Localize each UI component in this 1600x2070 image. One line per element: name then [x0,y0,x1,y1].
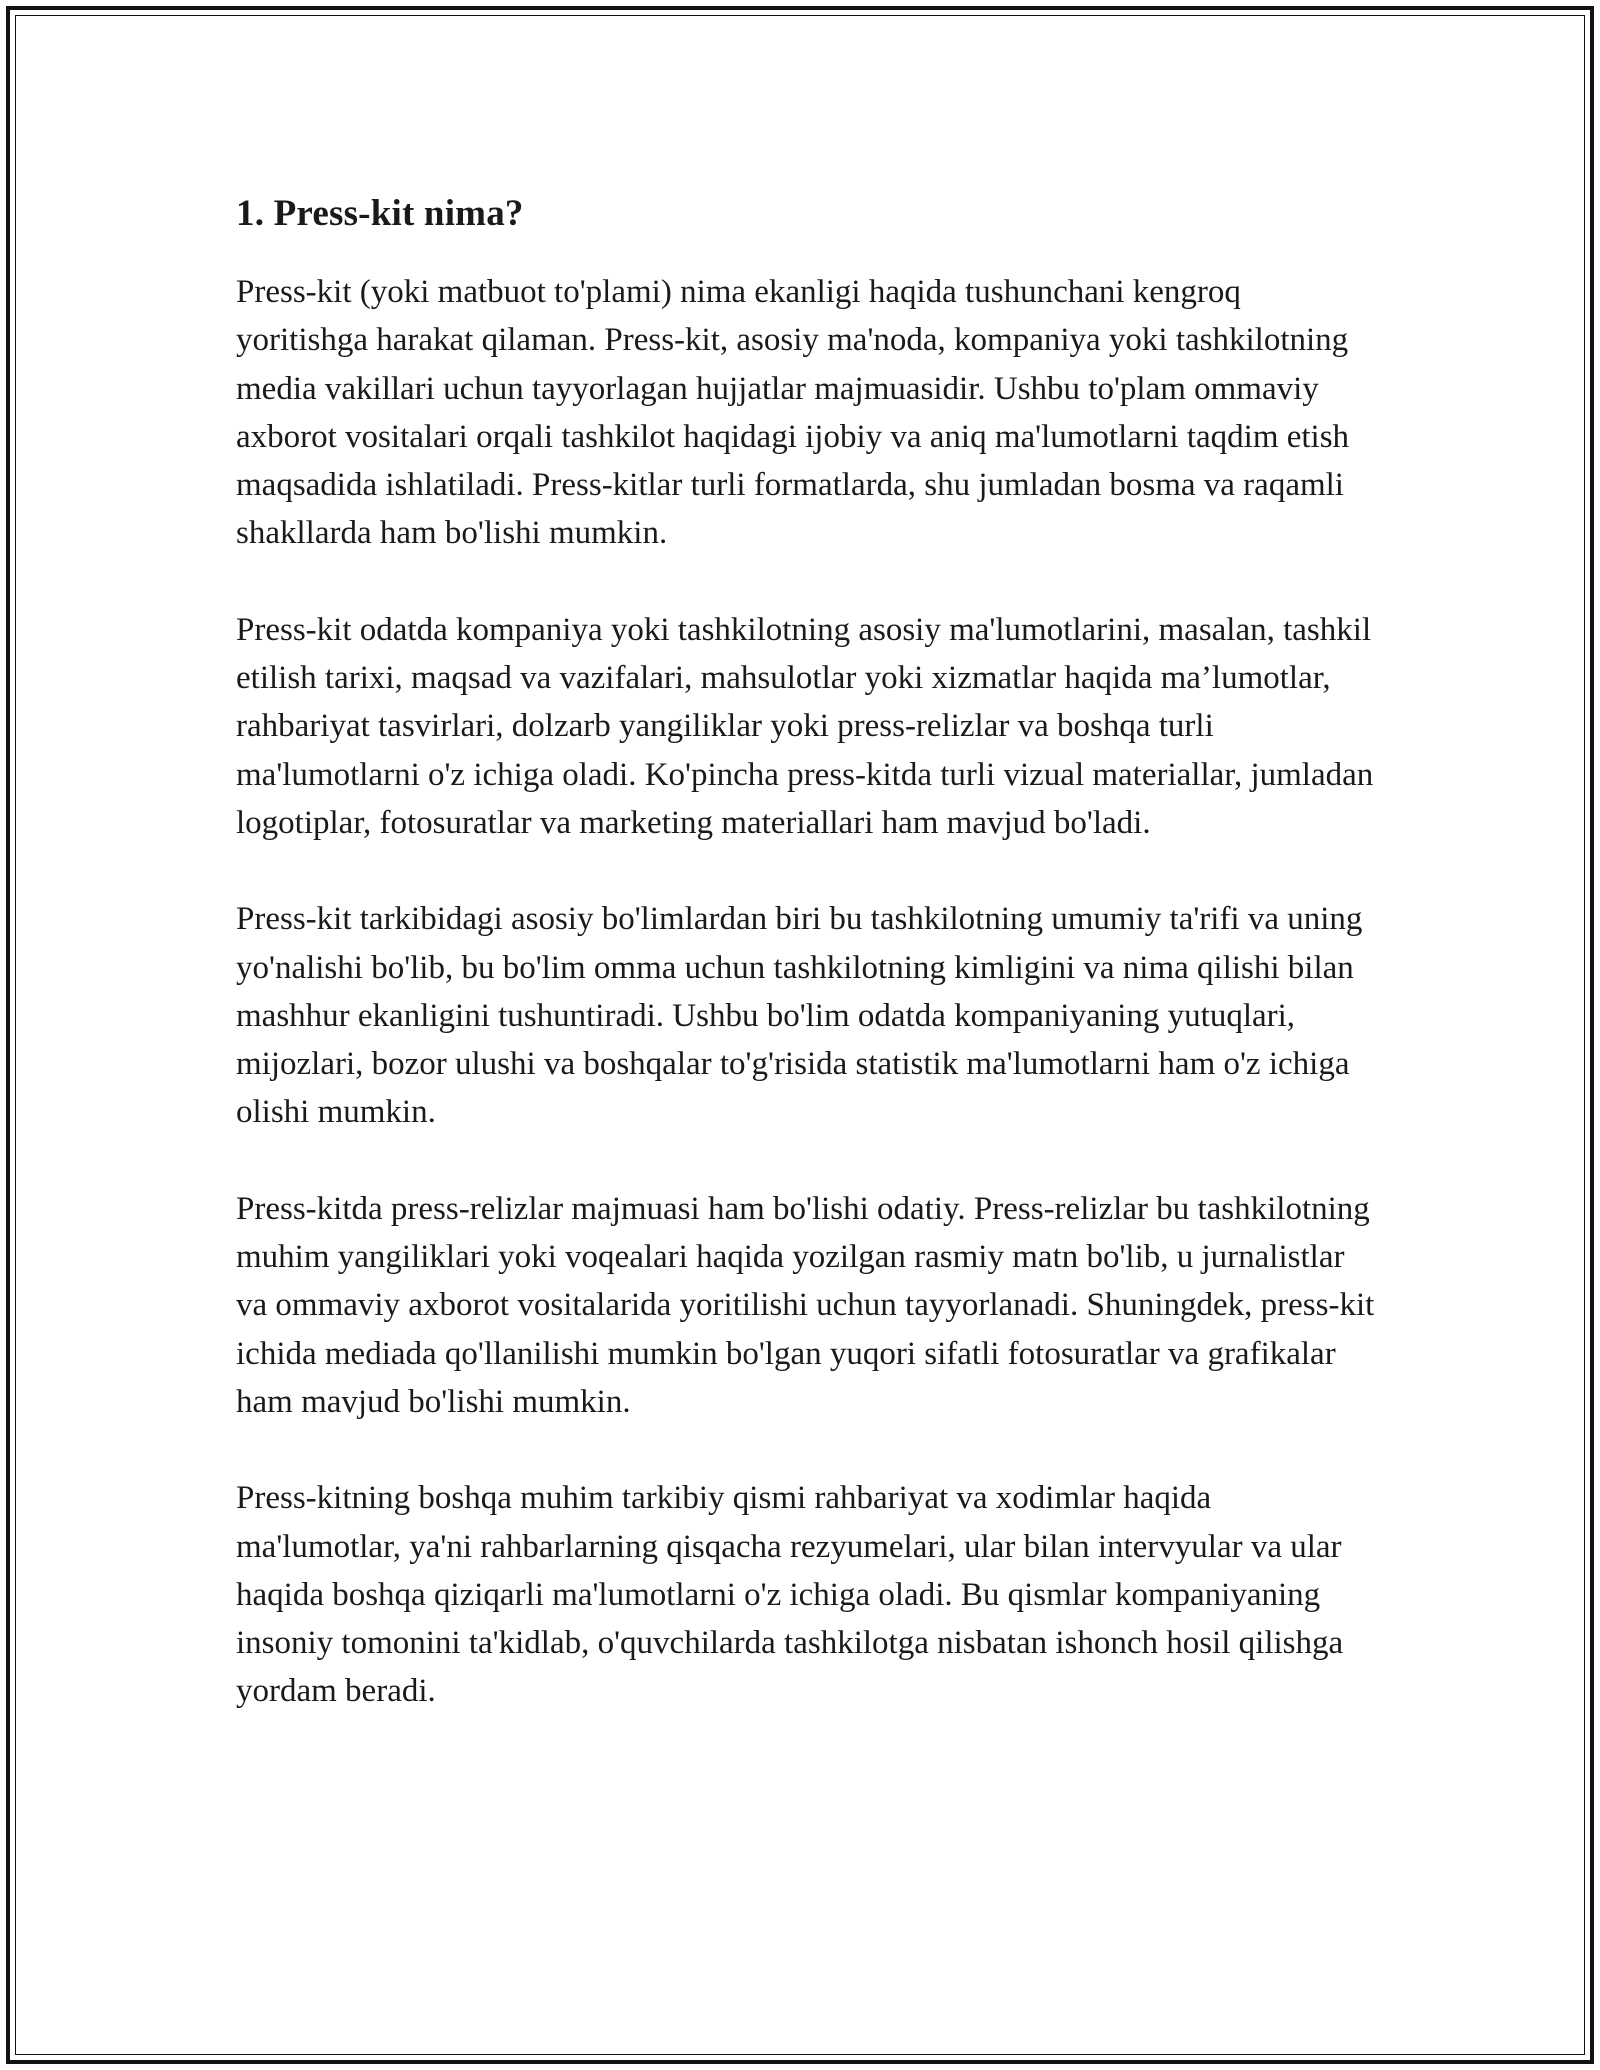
document-body [236,188,1376,1716]
section-heading: 1. Press-kit nima? [236,193,524,234]
paragraph-4: Press-kitda press-relizlar majmuasi ham bo'lishi odatiy. Press-relizlar bu tashkilotning muhim yangiliklari yoki voqealari haqida yozilgan rasmiy matn bo'lib, u jurnalistlar va ommaviy axborot vositalarida yoritilishi uchun tayyorlanadi. Shuningdek, press-kit ichida mediada qo'llanilishi mumkin bo'lgan yuqori sifatli fotosuratlar va grafikalar ham mavjud bo'lishi mumkin. [236,1190,1375,1420]
paragraph-3: Press-kit tarkibidagi asosiy bo'limlardan biri bu tashkilotning umumiy ta'rifi va uning yo'nalishi bo'lib, bu bo'lim omma uchun tashkilotning kimligini va nima qilishi bilan mashhur ekanligini tushuntiradi. Ushbu bo'lim odatda kompaniyaning yutuqlari, mijozlari, bozor ulushi va boshqalar to'g'risida statistik ma'lumotlarni ham o'z ichiga olishi mumkin. [236,901,1363,1131]
paragraph-2: Press-kit odatda kompaniya yoki tashkilotning asosiy ma'lumotlarini, masalan, tashkil etilish tarixi, maqsad va vazifalari, mahsulotlar yoki xizmatlar haqida ma’lumotlar, rahbariyat tasvirlari, dolzarb yangiliklar yoki press-relizlar va boshqa turli ma'lumotlarni o'z ichiga oladi. Ko'pincha press-kitda turli vizual materiallar, jumladan logotiplar, fotosuratlar va marketing materiallari ham mavjud bo'ladi. [236,611,1374,841]
paragraph-5: Press-kitning boshqa muhim tarkibiy qismi rahbariyat va xodimlar haqida ma'lumotlar, ya'ni rahbarlarning qisqacha rezyumelari, ular bilan intervyular va ular haqida boshqa qiziqarli ma'lumotlarni o'z ichiga oladi. Bu qismlar kompaniyaning insoniy tomonini ta'kidlab, o'quvchilarda tashkilotga nisbatan ishonch hosil qilishga yordam beradi. [236,1480,1344,1710]
paragraph-1: Press-kit (yoki matbuot to'plami) nima ekanligi haqida tushunchani kengroq yoritishga harakat qilaman. Press-kit, asosiy ma'noda, kompaniya yoki tashkilotning media vakillari uchun tayyorlagan hujjatlar majmuasidir. Ushbu to'plam ommaviy axborot vositalari orqali tashkilot haqidagi ijobiy va aniq ma'lumotlarni taqdim etish maqsadida ishlatiladi. Press-kitlar turli formatlarda, shu jumladan bosma va raqamli shakllarda ham bo'lishi mumkin. [236,274,1350,552]
